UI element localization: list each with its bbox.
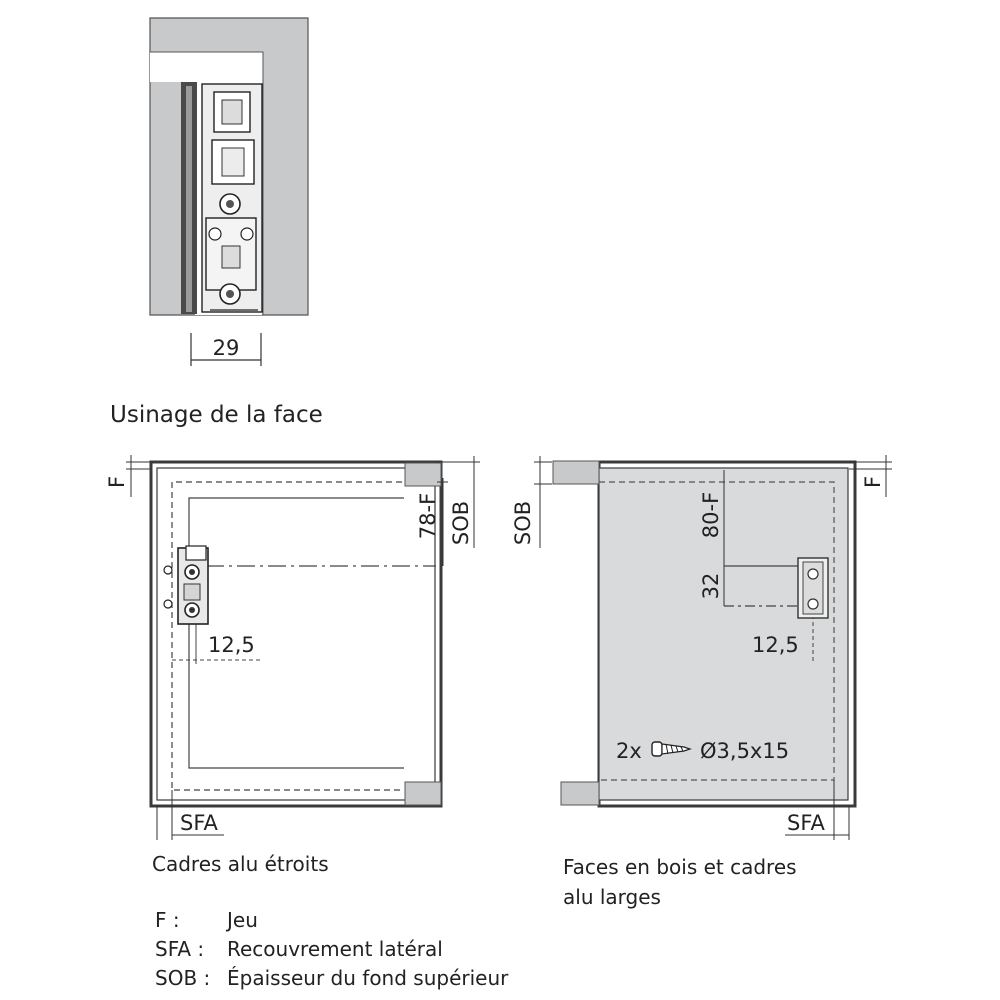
- right-sob-label: SOB: [511, 500, 535, 546]
- legend-key: SOB :: [155, 966, 211, 990]
- left-78f-label: 78-F: [416, 492, 440, 540]
- left-sfa-label: SFA: [180, 811, 218, 835]
- right-12-5-label: 12,5: [752, 633, 799, 657]
- legend-text: Recouvrement latéral: [227, 937, 443, 961]
- left-f-label: F: [105, 475, 129, 489]
- screw-spec: Ø3,5x15: [700, 739, 790, 763]
- legend-text: Épaisseur du fond supérieur: [227, 966, 509, 990]
- legend-row-sfa: [155, 935, 508, 964]
- legend: [155, 906, 508, 993]
- screw-quantity: 2x: [616, 739, 642, 763]
- right-f-label: F: [861, 475, 885, 489]
- legend-row-f: [155, 906, 508, 935]
- caption-right: [563, 852, 797, 912]
- left-sob-label: SOB: [449, 500, 473, 546]
- legend-key: SFA :: [155, 937, 205, 961]
- caption-left: Cadres alu étroits: [152, 852, 329, 876]
- hinge-mechanism: [202, 84, 262, 312]
- detail-view: [150, 18, 308, 366]
- legend-text: Jeu: [227, 908, 258, 932]
- hinge-plate-right: [798, 558, 828, 618]
- caption-right-line-2: alu larges: [563, 885, 661, 909]
- right-sfa-label: SFA: [787, 811, 825, 835]
- left-view: [105, 455, 480, 840]
- left-12-5-label: 12,5: [208, 633, 255, 657]
- right-32-label: 32: [699, 572, 723, 600]
- dimension-29-label: 29: [212, 336, 240, 360]
- caption-right-line-1: Faces en bois et cadres: [563, 855, 797, 879]
- right-80f-label: 80-F: [699, 491, 723, 539]
- legend-key: F :: [155, 908, 180, 932]
- legend-row-sob: [155, 964, 508, 993]
- section-title: Usinage de la face: [110, 402, 323, 428]
- right-view: [511, 455, 892, 840]
